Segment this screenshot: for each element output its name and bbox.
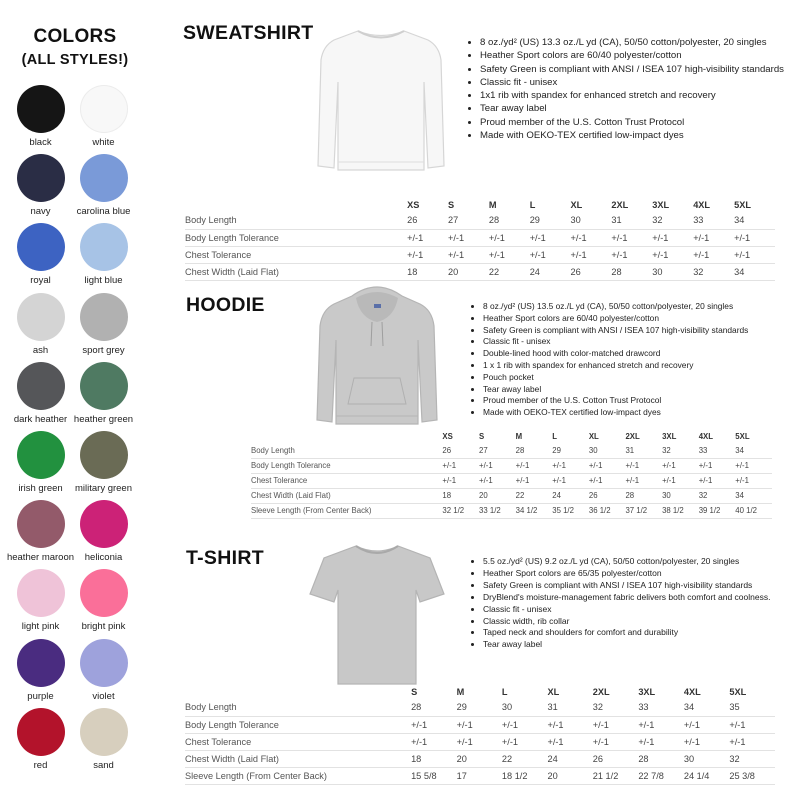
sweatshirt-image	[316, 26, 446, 178]
swatch-circle	[80, 708, 128, 756]
row-label: Chest Tolerance	[185, 246, 407, 263]
swatch-sand	[66, 708, 141, 774]
swatch-circle	[80, 639, 128, 687]
table-cell: 18	[411, 750, 457, 767]
table-cell: 25 3/8	[729, 767, 775, 784]
size-header: 3XL	[652, 200, 670, 210]
table-row	[185, 263, 775, 280]
size-header: S	[447, 200, 455, 210]
row-label: Sleeve Length (From Center Back)	[185, 767, 411, 784]
size-header: 2XL	[592, 687, 610, 697]
table-row	[185, 750, 775, 767]
table-cell: 34 1/2	[516, 503, 553, 518]
swatch-circle	[17, 85, 65, 133]
sweatshirt-size-table	[185, 200, 775, 281]
size-header: XS	[442, 432, 453, 441]
table-cell: +/-1	[442, 458, 479, 473]
table-row	[185, 733, 775, 750]
feature-item: • Safety Green is compliant with ANSI / ISEA 107 high-visibility standards	[480, 63, 792, 76]
swatch-label: heliconia	[84, 552, 123, 564]
table-cell: 26	[571, 263, 612, 280]
table-cell: 30	[662, 488, 699, 503]
swatch-label: bright pink	[81, 621, 126, 633]
swatch-circle	[17, 431, 65, 479]
table-cell: +/-1	[411, 716, 457, 733]
hoodie-image	[316, 282, 438, 430]
table-cell: 26	[442, 443, 479, 458]
swatch-label: heather maroon	[6, 552, 75, 564]
hoodie-size-table	[251, 432, 772, 519]
table-cell: +/-1	[547, 733, 592, 750]
swatch-circle	[80, 293, 128, 341]
swatch-carolina-blue	[66, 154, 141, 220]
feature-item: • 1 x 1 rib with spandex for enhanced stretch and recovery	[483, 360, 793, 372]
table-cell: 32	[693, 263, 734, 280]
table-cell: 21 1/2	[593, 767, 639, 784]
table-cell: +/-1	[611, 246, 652, 263]
table-cell: 24	[547, 750, 592, 767]
table-cell: 31	[625, 443, 662, 458]
table-cell: 20	[457, 750, 502, 767]
table-cell: 26	[589, 488, 626, 503]
table-cell: +/-1	[593, 733, 639, 750]
swatch-label: royal	[30, 275, 51, 287]
table-cell: 27	[448, 212, 489, 229]
table-cell: 24	[530, 263, 571, 280]
swatch-label: white	[92, 137, 115, 148]
swatch-circle	[80, 85, 128, 133]
swatch-label: carolina blue	[76, 206, 131, 218]
table-row	[185, 716, 775, 733]
table-cell: 30	[502, 699, 548, 716]
swatch-circle	[17, 362, 65, 410]
feature-item: • Heather Sport colors are 65/35 polyester/cotton	[483, 568, 794, 580]
tshirt-title: T-SHIRT	[186, 547, 264, 569]
sweatshirt-title: SWEATSHIRT	[183, 22, 314, 44]
feature-item: • Proud member of the U.S. Cotton Trust Protocol	[480, 116, 792, 129]
table-cell: +/-1	[625, 458, 662, 473]
table-cell: 32	[593, 699, 639, 716]
table-cell: 35 1/2	[552, 503, 589, 518]
hoodie-title: HOODIE	[186, 294, 265, 316]
table-cell: 28	[516, 443, 553, 458]
feature-item: • Proud member of the U.S. Cotton Trust Protocol	[483, 395, 793, 407]
table-cell: 22	[502, 750, 548, 767]
table-cell: +/-1	[638, 716, 684, 733]
feature-item: • Double-lined hood with color-matched drawcord	[483, 348, 793, 360]
feature-item: • 8 oz./yd² (US) 13.5 oz./L yd (CA), 50/50 cotton/polyester, 20 singles	[483, 301, 793, 313]
swatch-circle	[80, 362, 128, 410]
swatch-label: purple	[27, 690, 54, 702]
table-cell: +/-1	[448, 229, 489, 246]
table-cell: 20	[479, 488, 516, 503]
table-cell: +/-1	[547, 716, 592, 733]
swatch-circle	[80, 431, 128, 479]
size-header: XL	[588, 432, 599, 441]
table-cell: +/-1	[457, 716, 502, 733]
table-cell: 18 1/2	[502, 767, 548, 784]
table-cell: 22	[489, 263, 530, 280]
table-cell: 31	[611, 212, 652, 229]
swatch-label: sport grey	[82, 344, 125, 356]
swatch-label: violet	[92, 690, 115, 702]
table-cell: +/-1	[589, 458, 626, 473]
table-cell: +/-1	[734, 246, 775, 263]
size-header: XL	[547, 687, 560, 697]
colors-subtitle: (ALL STYLES!)	[21, 52, 129, 68]
feature-item: • Classic fit - unisex	[480, 76, 792, 89]
table-cell: +/-1	[684, 716, 730, 733]
table-cell: 22	[516, 488, 553, 503]
swatch-circle	[17, 639, 65, 687]
table-cell: +/-1	[571, 246, 612, 263]
table-cell: +/-1	[735, 473, 772, 488]
table-cell: 20	[448, 263, 489, 280]
size-header-row	[185, 200, 775, 212]
colors-panel	[0, 0, 150, 794]
row-label: Chest Width (Laid Flat)	[185, 263, 407, 280]
table-cell: 24	[552, 488, 589, 503]
row-label: Chest Width (Laid Flat)	[185, 750, 411, 767]
feature-item: • Pouch pocket	[483, 372, 793, 384]
size-header: L	[529, 200, 536, 210]
size-header: L	[552, 432, 558, 441]
swatch-label: dark heather	[13, 413, 68, 425]
table-cell: 40 1/2	[735, 503, 772, 518]
table-cell: +/-1	[530, 246, 571, 263]
swatch-circle	[80, 569, 128, 617]
swatch-label: navy	[30, 206, 51, 218]
table-cell: +/-1	[407, 246, 448, 263]
swatch-circle	[80, 154, 128, 202]
size-header: 5XL	[729, 687, 747, 697]
swatch-label: red	[33, 759, 48, 771]
size-header: L	[501, 687, 508, 697]
swatch-label: light pink	[21, 621, 60, 633]
table-cell: +/-1	[693, 246, 734, 263]
swatch-label: black	[29, 137, 52, 148]
swatch-circle	[17, 223, 65, 271]
table-cell: +/-1	[699, 458, 736, 473]
table-cell: +/-1	[735, 458, 772, 473]
table-cell: 26	[593, 750, 639, 767]
swatch-label: ash	[32, 344, 49, 356]
table-row	[251, 458, 772, 473]
swatch-label: sand	[93, 759, 114, 771]
table-cell: +/-1	[530, 229, 571, 246]
size-header: S	[479, 432, 485, 441]
table-cell: 28	[625, 488, 662, 503]
feature-item: • Classic width, rib collar	[483, 616, 794, 628]
table-cell: 30	[589, 443, 626, 458]
swatch-label: light blue	[84, 275, 123, 287]
table-cell: 35	[729, 699, 775, 716]
table-cell: +/-1	[442, 473, 479, 488]
table-row	[185, 699, 775, 716]
table-cell: 29	[552, 443, 589, 458]
size-header: 4XL	[693, 200, 711, 210]
row-label: Body Length	[251, 443, 442, 458]
table-cell: 15 5/8	[411, 767, 457, 784]
swatch-label: heather green	[73, 413, 134, 425]
table-cell: +/-1	[638, 733, 684, 750]
swatch-light-blue	[66, 223, 141, 289]
size-header: 4XL	[683, 687, 701, 697]
table-cell: +/-1	[611, 229, 652, 246]
swatch-label: irish green	[18, 483, 63, 494]
table-cell: 18	[442, 488, 479, 503]
table-cell: +/-1	[662, 473, 699, 488]
swatch-circle	[80, 223, 128, 271]
table-cell: +/-1	[734, 229, 775, 246]
size-header: 2XL	[611, 200, 629, 210]
table-row	[185, 246, 775, 263]
table-cell: +/-1	[652, 246, 693, 263]
table-cell: 33	[638, 699, 684, 716]
table-cell: +/-1	[479, 473, 516, 488]
header-spacer	[185, 200, 407, 212]
size-header: 5XL	[735, 432, 750, 441]
feature-item: • Safety Green is compliant with ANSI / ISEA 107 high-visibility standards	[483, 580, 794, 592]
feature-item: • Classic fit - unisex	[483, 336, 793, 348]
table-cell: +/-1	[699, 473, 736, 488]
table-row	[251, 488, 772, 503]
table-cell: 32	[699, 488, 736, 503]
row-label: Body Length	[185, 212, 407, 229]
row-label: Body Length Tolerance	[251, 458, 442, 473]
table-cell: +/-1	[652, 229, 693, 246]
size-header: XL	[570, 200, 583, 210]
table-cell: +/-1	[662, 458, 699, 473]
size-header: 2XL	[625, 432, 640, 441]
table-row	[185, 229, 775, 246]
size-header: 3XL	[662, 432, 677, 441]
size-header-row	[251, 432, 772, 443]
table-cell: 20	[547, 767, 592, 784]
table-cell: 17	[457, 767, 502, 784]
row-label: Body Length Tolerance	[185, 716, 411, 733]
table-cell: +/-1	[479, 458, 516, 473]
table-cell: 39 1/2	[699, 503, 736, 518]
table-cell: +/-1	[502, 716, 548, 733]
tshirt-features	[473, 556, 794, 651]
swatch-heather-green	[66, 362, 141, 428]
swatch-circle	[17, 500, 65, 548]
row-label: Body Length	[185, 699, 411, 716]
table-row	[185, 767, 775, 784]
table-cell: +/-1	[502, 733, 548, 750]
feature-item: • Heather Sport colors are 60/40 polyester/cotton	[480, 49, 792, 62]
feature-item: • Made with OEKO-TEX certified low-impact dyes	[480, 129, 792, 142]
table-row	[251, 473, 772, 488]
table-cell: 32	[662, 443, 699, 458]
table-cell: 34	[734, 212, 775, 229]
header-spacer	[251, 432, 442, 443]
table-cell: 29	[457, 699, 502, 716]
feature-item: • Classic fit - unisex	[483, 604, 794, 616]
table-cell: 36 1/2	[589, 503, 626, 518]
table-cell: +/-1	[684, 733, 730, 750]
size-header: 5XL	[734, 200, 751, 210]
table-cell: +/-1	[457, 733, 502, 750]
table-cell: 34	[734, 263, 775, 280]
feature-item: • 8 oz./yd² (US) 13.3 oz./L yd (CA), 50/50 cotton/polyester, 20 singles	[480, 36, 792, 49]
table-cell: +/-1	[516, 473, 553, 488]
table-cell: +/-1	[552, 458, 589, 473]
size-header: XS	[407, 200, 420, 210]
table-cell: 33	[699, 443, 736, 458]
feature-item: • DryBlend's moisture-management fabric delivers both comfort and coolness.	[483, 592, 794, 604]
row-label: Chest Tolerance	[185, 733, 411, 750]
table-cell: 26	[407, 212, 448, 229]
table-cell: 34	[735, 443, 772, 458]
table-cell: 29	[530, 212, 571, 229]
table-cell: 27	[479, 443, 516, 458]
row-label: Chest Width (Laid Flat)	[251, 488, 442, 503]
table-row	[251, 443, 772, 458]
swatch-circle	[17, 154, 65, 202]
size-header: 4XL	[698, 432, 713, 441]
table-cell: 33	[693, 212, 734, 229]
table-cell: +/-1	[593, 716, 639, 733]
feature-item: • Tear away label	[483, 384, 793, 396]
table-cell: +/-1	[489, 229, 530, 246]
swatch-circle	[17, 708, 65, 756]
table-cell: +/-1	[729, 733, 775, 750]
feature-item: • Heather Sport colors are 60/40 polyester/cotton	[483, 313, 793, 325]
swatch-white	[66, 85, 141, 151]
feature-item: • Tear away label	[480, 102, 792, 115]
table-cell: 34	[735, 488, 772, 503]
table-cell: 33 1/2	[479, 503, 516, 518]
swatch-military-green	[66, 431, 141, 497]
table-cell: 32	[652, 212, 693, 229]
table-cell: 32	[729, 750, 775, 767]
table-cell: +/-1	[693, 229, 734, 246]
feature-item: • Made with OEKO-TEX certified low-impact dyes	[483, 407, 793, 419]
table-row	[185, 212, 775, 229]
size-header: 3XL	[638, 687, 656, 697]
table-cell: 24 1/4	[684, 767, 730, 784]
table-cell: 18	[407, 263, 448, 280]
feature-item: • 1x1 rib with spandex for enhanced stretch and recovery	[480, 89, 792, 102]
sweatshirt-features	[470, 36, 792, 142]
table-cell: +/-1	[589, 473, 626, 488]
table-cell: 30	[684, 750, 730, 767]
table-cell: 30	[652, 263, 693, 280]
feature-item: • Tear away label	[483, 639, 794, 651]
hoodie-features	[473, 301, 793, 419]
swatch-bright-pink	[66, 569, 141, 635]
table-cell: 28	[638, 750, 684, 767]
swatch-heliconia	[66, 500, 141, 566]
table-cell: 28	[611, 263, 652, 280]
colors-title: COLORS	[33, 26, 117, 47]
swatch-circle	[17, 569, 65, 617]
tshirt-size-table	[185, 687, 775, 785]
table-cell: 38 1/2	[662, 503, 699, 518]
tshirt-image	[308, 542, 446, 686]
table-cell: 37 1/2	[625, 503, 662, 518]
size-header: M	[488, 200, 497, 210]
size-header: M	[515, 432, 523, 441]
row-label: Chest Tolerance	[251, 473, 442, 488]
size-header-row	[185, 687, 775, 699]
table-cell: 28	[411, 699, 457, 716]
feature-item: • Safety Green is compliant with ANSI / ISEA 107 high-visibility standards	[483, 325, 793, 337]
size-header: M	[456, 687, 465, 697]
table-row	[251, 503, 772, 518]
table-cell: +/-1	[729, 716, 775, 733]
table-cell: 34	[684, 699, 730, 716]
table-cell: +/-1	[571, 229, 612, 246]
table-cell: +/-1	[552, 473, 589, 488]
table-cell: 32 1/2	[442, 503, 479, 518]
table-cell: +/-1	[516, 458, 553, 473]
swatch-label: military green	[74, 483, 133, 494]
header-spacer	[185, 687, 411, 699]
swatch-violet	[66, 639, 141, 705]
table-cell: +/-1	[448, 246, 489, 263]
table-cell: 22 7/8	[638, 767, 684, 784]
table-cell: +/-1	[407, 229, 448, 246]
swatch-circle	[80, 500, 128, 548]
swatch-sport-grey	[66, 293, 141, 359]
swatch-circle	[17, 293, 65, 341]
table-cell: 28	[489, 212, 530, 229]
size-header: S	[411, 687, 418, 697]
table-cell: +/-1	[411, 733, 457, 750]
feature-item: • 5.5 oz./yd² (US) 9.2 oz./L yd (CA), 50/50 cotton/polyester, 20 singles	[483, 556, 794, 568]
row-label: Sleeve Length (From Center Back)	[251, 503, 442, 518]
feature-item: • Taped neck and shoulders for comfort and durability	[483, 627, 794, 639]
table-cell: 30	[571, 212, 612, 229]
row-label: Body Length Tolerance	[185, 229, 407, 246]
table-cell: +/-1	[625, 473, 662, 488]
table-cell: +/-1	[489, 246, 530, 263]
table-cell: 31	[547, 699, 592, 716]
